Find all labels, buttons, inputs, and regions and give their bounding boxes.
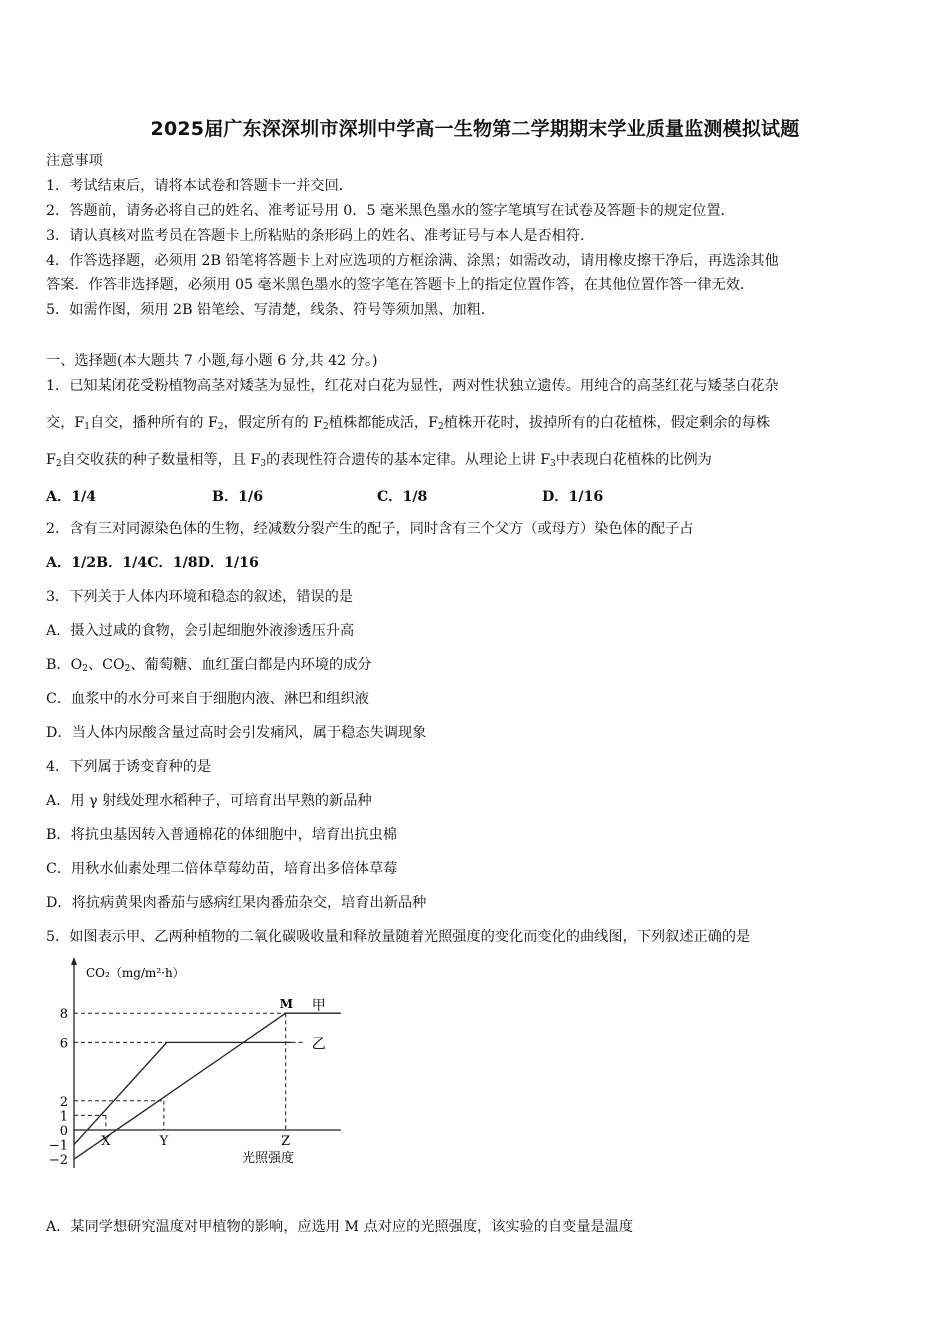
y-tick-label: 6 [59, 1036, 68, 1052]
q3-stem: 3．下列关于人体内环境和稳态的叙述，错误的是 [46, 589, 353, 605]
q3-option-d: D．当人体内尿酸含量过高时会引发痛风，属于稳态失调现象 [46, 725, 427, 741]
notice-item-4: 4．作答选择题，必须用 2B 铅笔将答题卡上对应选项的方框涂满、涂黑；如需改动，请用橡皮擦干净后，再选涂其他 [46, 253, 779, 269]
q1-stem-line1: 1．已知某闭花受粉植物高茎对矮茎为显性，红花对白花为显性，两对性状独立遗传。用纯合的高茎红花与矮茎白花杂 [46, 378, 779, 394]
page-title: 2025届广东深深圳市深圳中学高一生物第二学期期末学业质量监测模拟试题 [150, 118, 800, 140]
q1-stem-line2: 交，$F_1$自交，播种所有的 $F_2$，假定所有的 $F_2$植株都能成活，$F_2$植株开花时，拔掉所有的白花植株，假定剩余的每株 [46, 415, 771, 432]
series-jia-line [74, 1013, 341, 1159]
notice-item-4-cont: 答案．作答非选择题，必须用 05 毫米黑色墨水的签字笔在答题卡上的指定位置作答，在其他位置作答一律无效． [46, 277, 755, 293]
notice-item-3: 3．请认真核对监考员在答题卡上所粘贴的条形码上的姓名、准考证号与本人是否相符． [46, 228, 595, 244]
notice-item-5: 5．如需作图，须用 2B 铅笔绘、写清楚，线条、符号等须加黑、加粗． [46, 302, 495, 318]
y-tick-label: −2 [48, 1153, 68, 1169]
y-tick-label: 0 [59, 1124, 68, 1139]
notice-item-1: 1．考试结束后，请将本试卷和答题卡一并交回． [46, 178, 353, 194]
q1-option-d: D．1/16 [542, 489, 604, 505]
y-axis-label: CO₂（mg/m²·h） [86, 966, 185, 980]
q2-options: A．1/2B．1/4C．1/8D．1/16 [46, 555, 259, 571]
q4-option-b: B．将抗虫基因转入普通棉花的体细胞中，培育出抗虫棉 [46, 827, 397, 843]
q1-stem-line3: $F_2$自交收获的种子数量相等，且 $F_3$的表现性符合遗传的基本定律。从理论上讲 $F_3$中表现白花植株的比例为 [46, 452, 712, 469]
point-m-label: M [279, 997, 293, 1012]
q4-option-c: C．用秋水仙素处理二倍体草莓幼苗，培育出多倍体草莓 [46, 861, 398, 877]
q1-option-a: A．1/4 [46, 489, 97, 505]
q3-option-b: B．$O_2$、$CO_2$、葡萄糖、血红蛋白都是内环境的成分 [46, 657, 372, 674]
y-tick-label: 1 [59, 1109, 68, 1125]
series-yi-line [74, 1042, 292, 1144]
x-axis-label: 光照强度 [242, 1151, 295, 1166]
series-yi-label: 乙 [311, 1036, 326, 1053]
q2-stem: 2．含有三对同源染色体的生物，经减数分裂产生的配子，同时含有三个父方（或母方）染色体的配子占 [46, 521, 694, 537]
notice-heading: 注意事项 [46, 153, 103, 169]
q4-stem: 4．下列属于诱变育种的是 [46, 759, 212, 775]
q4-option-d: D．将抗病黄果肉番茄与感病红果肉番茄杂交，培育出新品种 [46, 895, 427, 911]
y-axis-arrow [71, 957, 77, 965]
series-jia-label: 甲 [311, 998, 326, 1015]
x-tick-label: Z [281, 1134, 291, 1149]
y-tick-label: −1 [48, 1138, 68, 1154]
notice-item-2: 2．答题前，请务必将自己的姓名、准考证号用 0．5 毫米黑色墨水的签字笔填写在试卷及答题卡的规定位置． [46, 203, 735, 219]
y-tick-label: 8 [59, 1007, 68, 1023]
section-heading: 一、选择题(本大题共 7 小题,每小题 6 分,共 42 分。) [46, 353, 378, 369]
q1-option-c: C．1/8 [377, 489, 428, 505]
q5-option-a: A．某同学想研究温度对甲植物的影响，应选用 M 点对应的光照强度，该实验的自变量是温度 [46, 1219, 634, 1235]
y-tick-label: 2 [59, 1094, 68, 1110]
q3-option-c: C．血浆中的水分可来自于细胞内液、淋巴和组织液 [46, 691, 369, 707]
q1-option-b: B．1/6 [212, 489, 264, 505]
x-tick-label: X [101, 1134, 111, 1149]
q3-option-a: A．摄入过咸的食物，会引起细胞外液渗透压升高 [46, 623, 355, 639]
q5-stem: 5．如图表示甲、乙两种植物的二氧化碳吸收量和释放量随着光照强度的变化而变化的曲线图，下列叙述正确的是 [46, 929, 751, 945]
co2-light-chart [44, 955, 324, 1187]
x-tick-label: Y [159, 1134, 169, 1149]
q4-option-a: A．用 γ 射线处理水稻种子，可培育出早熟的新品种 [46, 793, 372, 809]
